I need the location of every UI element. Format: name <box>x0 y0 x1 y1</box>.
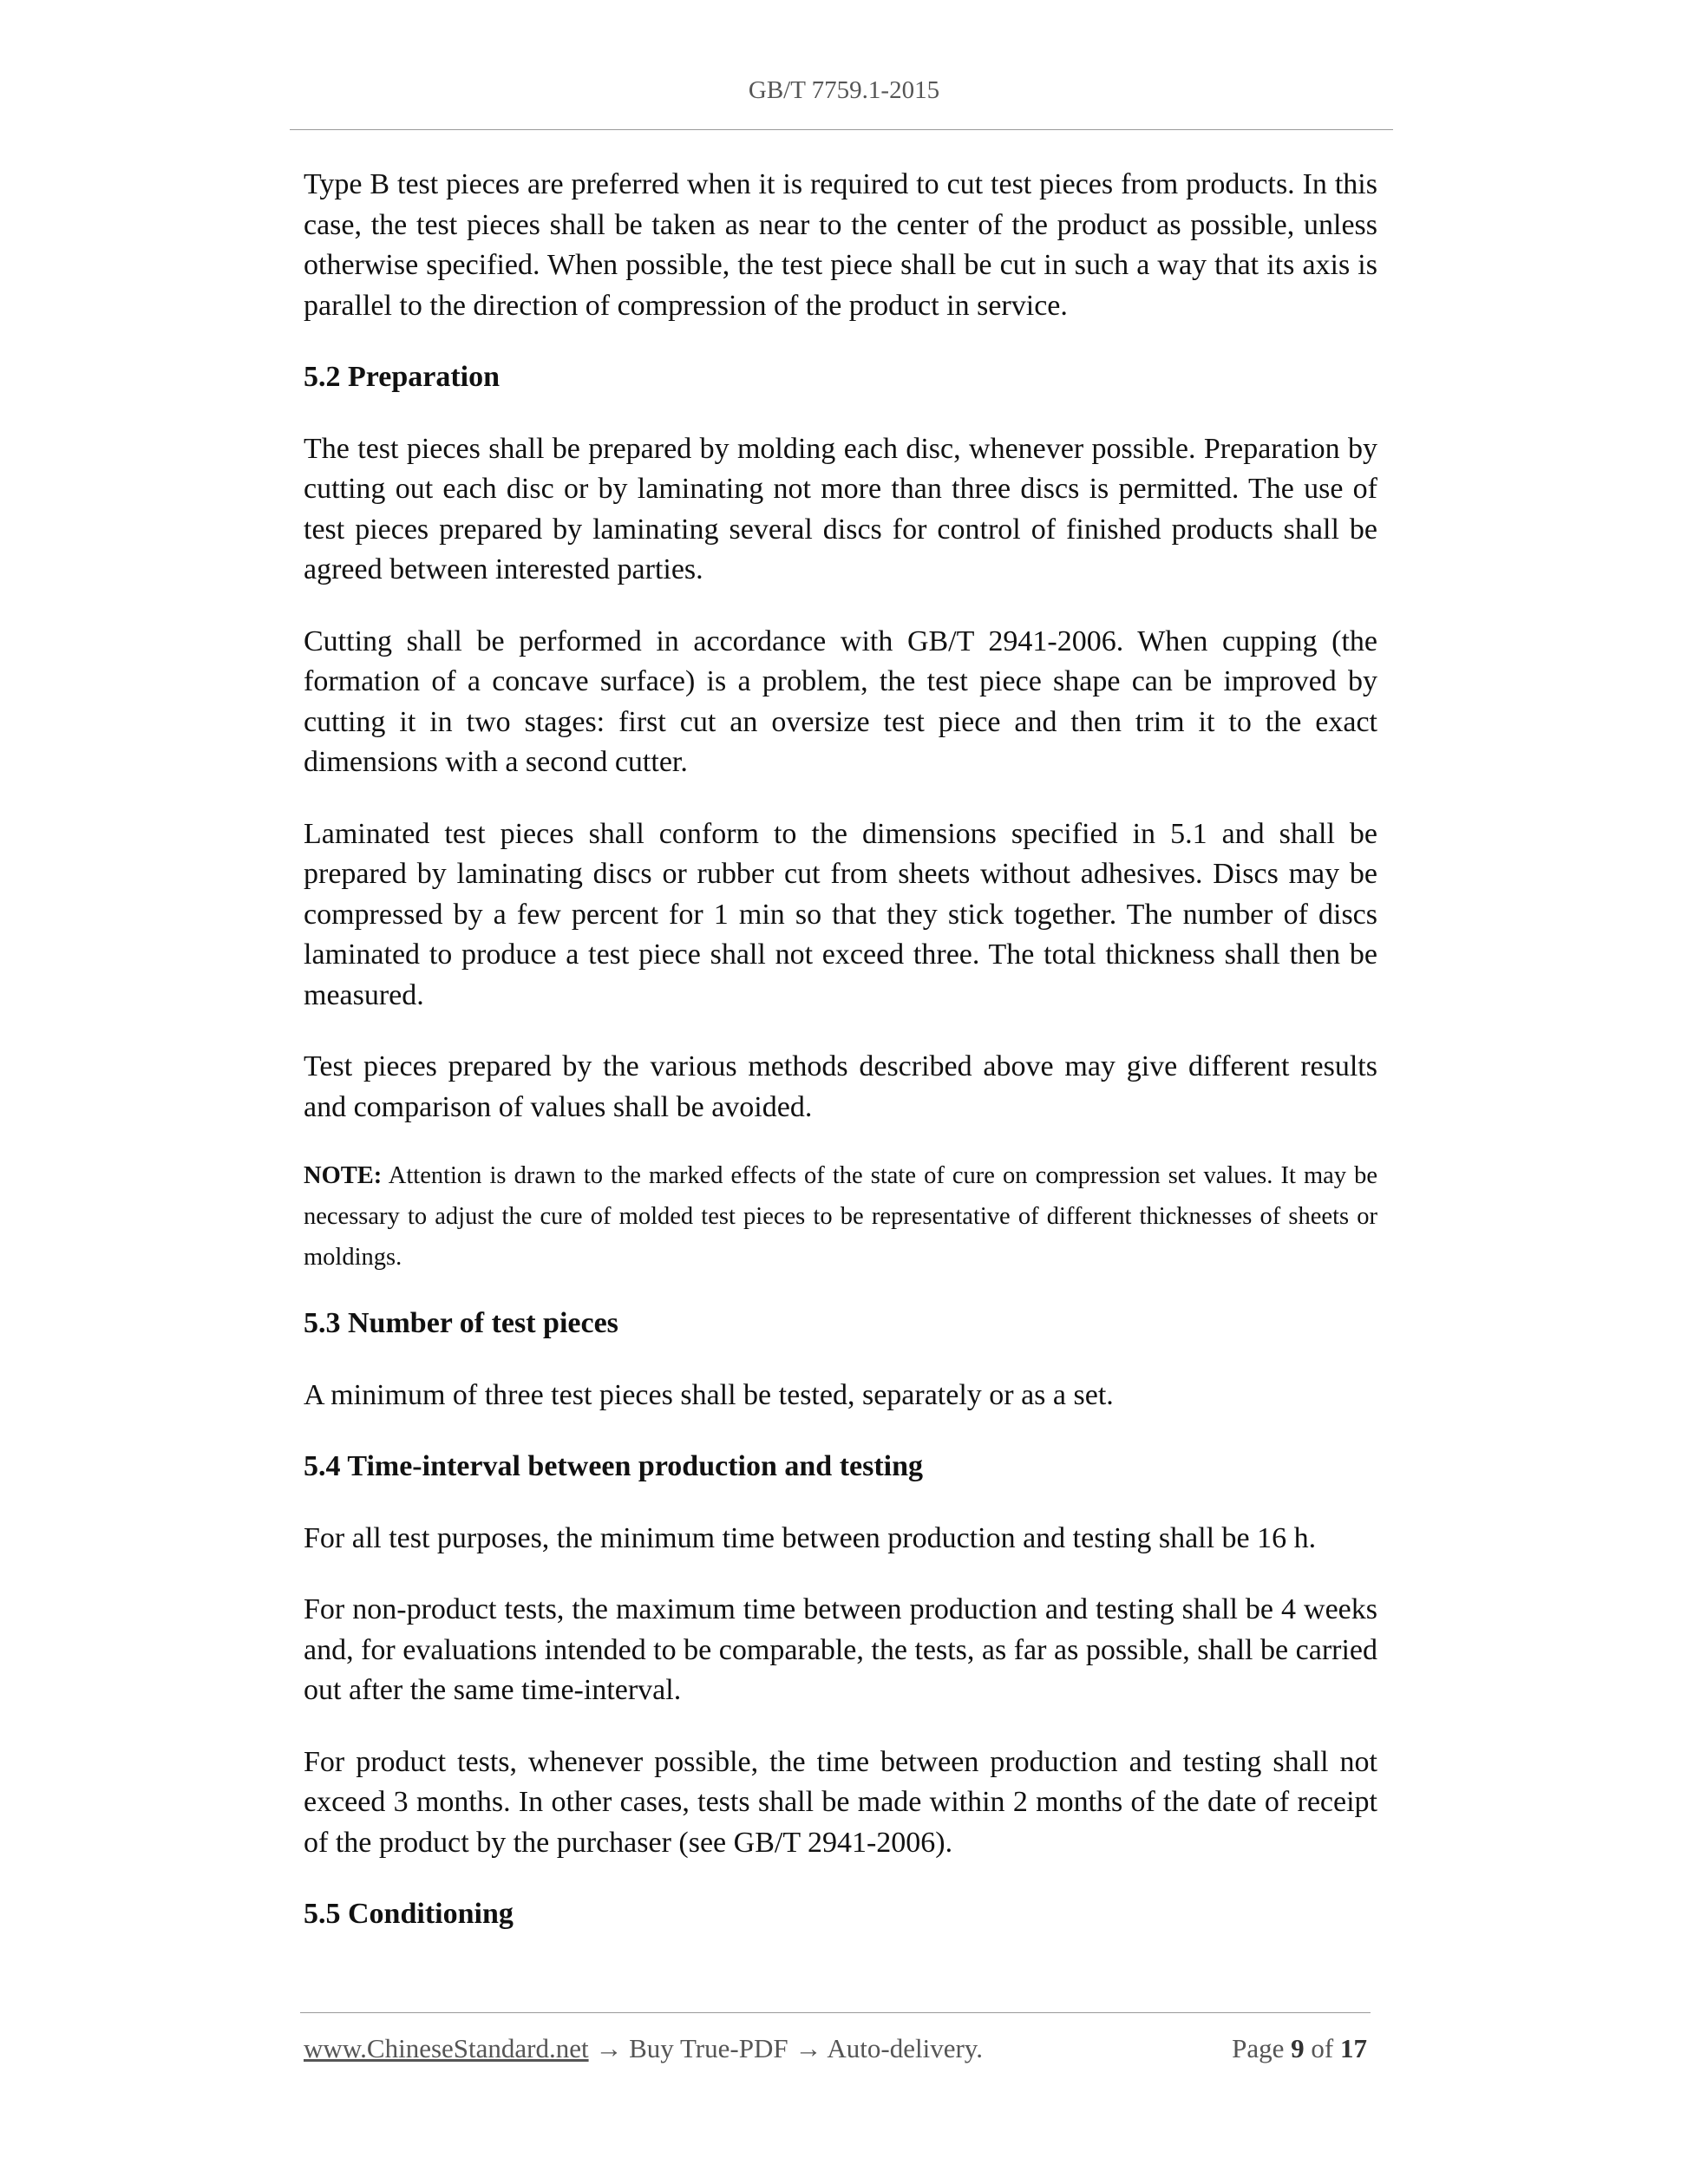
arrow-icon: → <box>788 2033 828 2063</box>
buy-true-pdf-text: Buy True-PDF <box>629 2033 788 2063</box>
note-text: Attention is drawn to the marked effects of the state of cure on compression set values. It may be necessary to adjust the cure of molded test pieces to be representative of different thicknesses of sheets or moldings. <box>304 1162 1377 1271</box>
section-heading-5-2: 5.2 Preparation <box>304 361 501 393</box>
paragraph-type-b-test-pieces: Type B test pieces are preferred when it is required to cut test pieces from products. In this case, the test pieces shall be taken as near to the center of the product as possible, unless otherwise specified. When possible, the test piece shall be cut in such a way that its axis is parallel to the direction of compression of the product in service. <box>304 168 1377 322</box>
footer-promo <box>304 2033 983 2064</box>
paragraph-different-results: Test pieces prepared by the various methods described above may give different results and comparison of values shall be avoided. <box>304 1050 1377 1123</box>
header-divider <box>290 129 1393 130</box>
note-paragraph <box>304 1155 1377 1278</box>
current-page-number: 9 <box>1291 2033 1305 2063</box>
arrow-icon: → <box>588 2033 630 2063</box>
document-body <box>304 165 1377 1966</box>
standard-id: GB/T 7759.1-2015 <box>748 76 940 104</box>
note-label: NOTE: <box>304 1162 383 1189</box>
paragraph-product-tests: For product tests, whenever possible, the time between production and testing shall not exceed 3 months. In other cases, tests shall be made within 2 months of the date of receipt of the product by the purchaser (see GB/T 2941-2006). <box>304 1745 1377 1859</box>
paragraph-minimum-three: A minimum of three test pieces shall be tested, separately or as a set. <box>304 1378 1114 1411</box>
paragraph-cutting: Cutting shall be performed in accordance with GB/T 2941-2006. When cupping (the formation of a concave surface) is a problem, the test piece shape can be improved by cutting it in two stages: first cut an oversize test piece and then trim it to the exact dimensions with a second cutter. <box>304 624 1377 778</box>
page-header <box>0 76 1688 105</box>
page-of-label: of <box>1304 2033 1340 2063</box>
section-heading-5-5: 5.5 Conditioning <box>304 1898 514 1930</box>
paragraph-preparation-molding: The test pieces shall be prepared by molding each disc, whenever possible. Preparation by cutting out each disc or by laminating not more than three discs is permitted. The use of test pieces prepared by laminating several discs for control of finished products shall be agreed between interested parties. <box>304 432 1377 585</box>
site-link[interactable]: www.ChineseStandard.net <box>304 2033 589 2063</box>
footer-divider <box>300 2012 1371 2013</box>
page-indicator <box>1232 2033 1367 2064</box>
auto-delivery-text: Auto-delivery. <box>827 2033 984 2063</box>
paragraph-minimum-time: For all test purposes, the minimum time between production and testing shall be 16 h. <box>304 1521 1317 1554</box>
paragraph-laminated: Laminated test pieces shall conform to the dimensions specified in 5.1 and shall be prepared by laminating discs or rubber cut from sheets without adhesives. Discs may be compressed by a few percent for 1 min so that they stick together. The number of discs laminated to produce a test piece shall not exceed three. The total thickness shall then be measured. <box>304 817 1377 1011</box>
total-pages-number: 17 <box>1340 2033 1367 2063</box>
paragraph-non-product-tests: For non-product tests, the maximum time between production and testing shall be 4 weeks and, for evaluations intended to be comparable, the tests, as far as possible, shall be carried out after the same time-interval. <box>304 1593 1377 1706</box>
section-heading-5-3: 5.3 Number of test pieces <box>304 1307 618 1339</box>
page-label: Page <box>1232 2033 1292 2063</box>
section-heading-5-4: 5.4 Time-interval between production and testing <box>304 1450 924 1482</box>
